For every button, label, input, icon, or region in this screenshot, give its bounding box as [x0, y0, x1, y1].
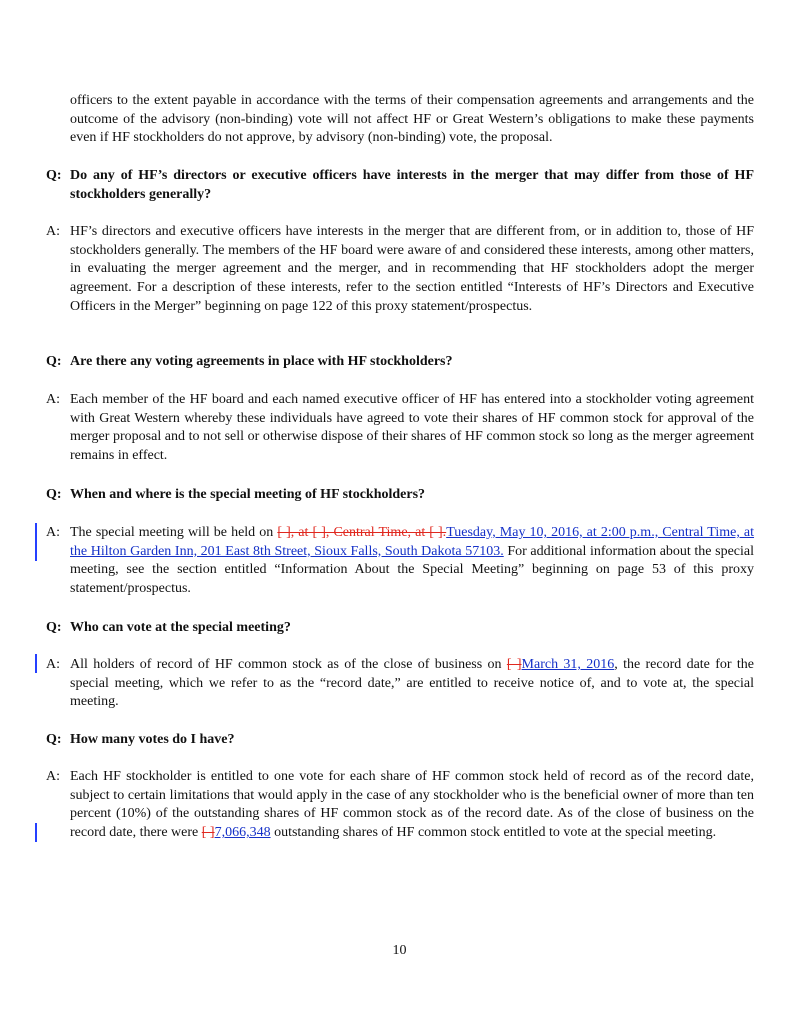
question-text: Do any of HF’s directors or executive officers have interests in the merger that may differ from those of HF stockholders generally? — [70, 168, 754, 202]
q-label: Q: — [46, 620, 62, 635]
q-label: Q: — [46, 487, 62, 502]
page-number: 10 — [392, 943, 407, 958]
change-bar — [35, 654, 37, 673]
deleted-placeholder: [ ] — [201, 825, 215, 841]
question-2 — [46, 353, 754, 372]
change-bar — [35, 823, 37, 842]
inserted-share-count: 7,066,348 — [214, 825, 271, 841]
answer-post-text: , the record date for the special meeting, which we refer to as the “record date,” are entitled to receive notice of, and to vote at, the special meeting. — [70, 657, 754, 710]
intro-paragraph — [70, 92, 754, 148]
answer-4 — [46, 656, 754, 712]
q-label: Q: — [46, 732, 62, 747]
answer-text — [70, 656, 754, 712]
q-label: Q: — [46, 354, 62, 369]
question-5 — [46, 731, 754, 750]
inserted-meeting-details: Tuesday, May 10, 2016, at 2:00 p.m., Central Time, at the Hilton Garden Inn, 201 East 8th Street, Sioux Falls, South Dakota 57103. — [70, 525, 755, 559]
answer-5 — [46, 768, 754, 843]
question-3 — [46, 486, 754, 505]
question-1 — [46, 167, 754, 204]
answer-text: Each member of the HF board and each named executive officer of HF has entered into a stockholder voting agreement with Great Western whereby these individuals have agreed to vote their shares of HF common stock for approval of the merger proposal and to not sell or otherwise dispose of their shares of HF common stock so long as the merger agreement remains in effect. — [70, 392, 754, 464]
answer-post-text: outstanding shares of HF common stock entitled to vote at the special meeting. — [270, 825, 717, 841]
q-label: Q: — [46, 168, 62, 183]
answer-1 — [46, 223, 754, 317]
deleted-placeholder: [ ], at [ ], Central Time, at [ ]. — [277, 525, 447, 540]
question-text: How many votes do I have? — [70, 732, 235, 747]
intro-text: officers to the extent payable in accordance with the terms of their compensation agreements and arrangements and the outcome of the advisory (non-binding) vote will not affect HF or Great Western’s obligations to make these payments even if HF stockholders do not approve, by advisory (non-binding) vote, the proposal. — [70, 93, 754, 146]
answer-pre-text: All holders of record of HF common stock as of the close of business on — [70, 657, 507, 672]
a-label: A: — [46, 525, 60, 540]
answer-3 — [46, 524, 754, 599]
a-label: A: — [46, 769, 60, 784]
answer-post-text: For additional information about the special meeting, see the section entitled “Information About the Special Meeting” beginning on page 53 of this proxy statement/prospectus. — [70, 543, 755, 597]
answer-pre-text: The special meeting will be held on — [70, 525, 278, 540]
deleted-placeholder: [ ] — [506, 657, 522, 672]
a-label: A: — [46, 224, 60, 239]
question-text: Are there any voting agreements in place with HF stockholders? — [70, 354, 453, 369]
question-4 — [46, 619, 754, 638]
inserted-record-date: March 31, 2016 — [521, 657, 615, 672]
answer-text — [70, 768, 754, 843]
question-text: Who can vote at the special meeting? — [70, 620, 291, 635]
answer-text: HF’s directors and executive officers have interests in the merger that are different from, or in addition to, those of HF stockholders generally. The members of the HF board were aware of and considered these interests, among other matters, in evaluating the merger agreement and the merger, and in recommending that HF stockholders adopt the merger agreement. For a description of these interests, refer to the section entitled “Interests of HF’s Directors and Executive Officers in the Merger” beginning on page 122 of this proxy statement/prospectus. — [70, 224, 754, 314]
a-label: A: — [46, 657, 60, 672]
answer-pre-text: Each HF stockholder is entitled to one vote for each share of HF common stock held of record as of the record date, subject to certain limitations that would apply in the case of any stockholder who is the beneficial owner of more than ten percent (10%) of the outstanding shares of HF common stock as of the record date. As of the close of business on the record date, there were — [70, 769, 754, 841]
change-bar — [35, 523, 37, 561]
answer-text — [70, 524, 754, 599]
answer-2 — [46, 391, 754, 466]
a-label: A: — [46, 392, 60, 407]
question-text: When and where is the special meeting of HF stockholders? — [70, 487, 426, 502]
